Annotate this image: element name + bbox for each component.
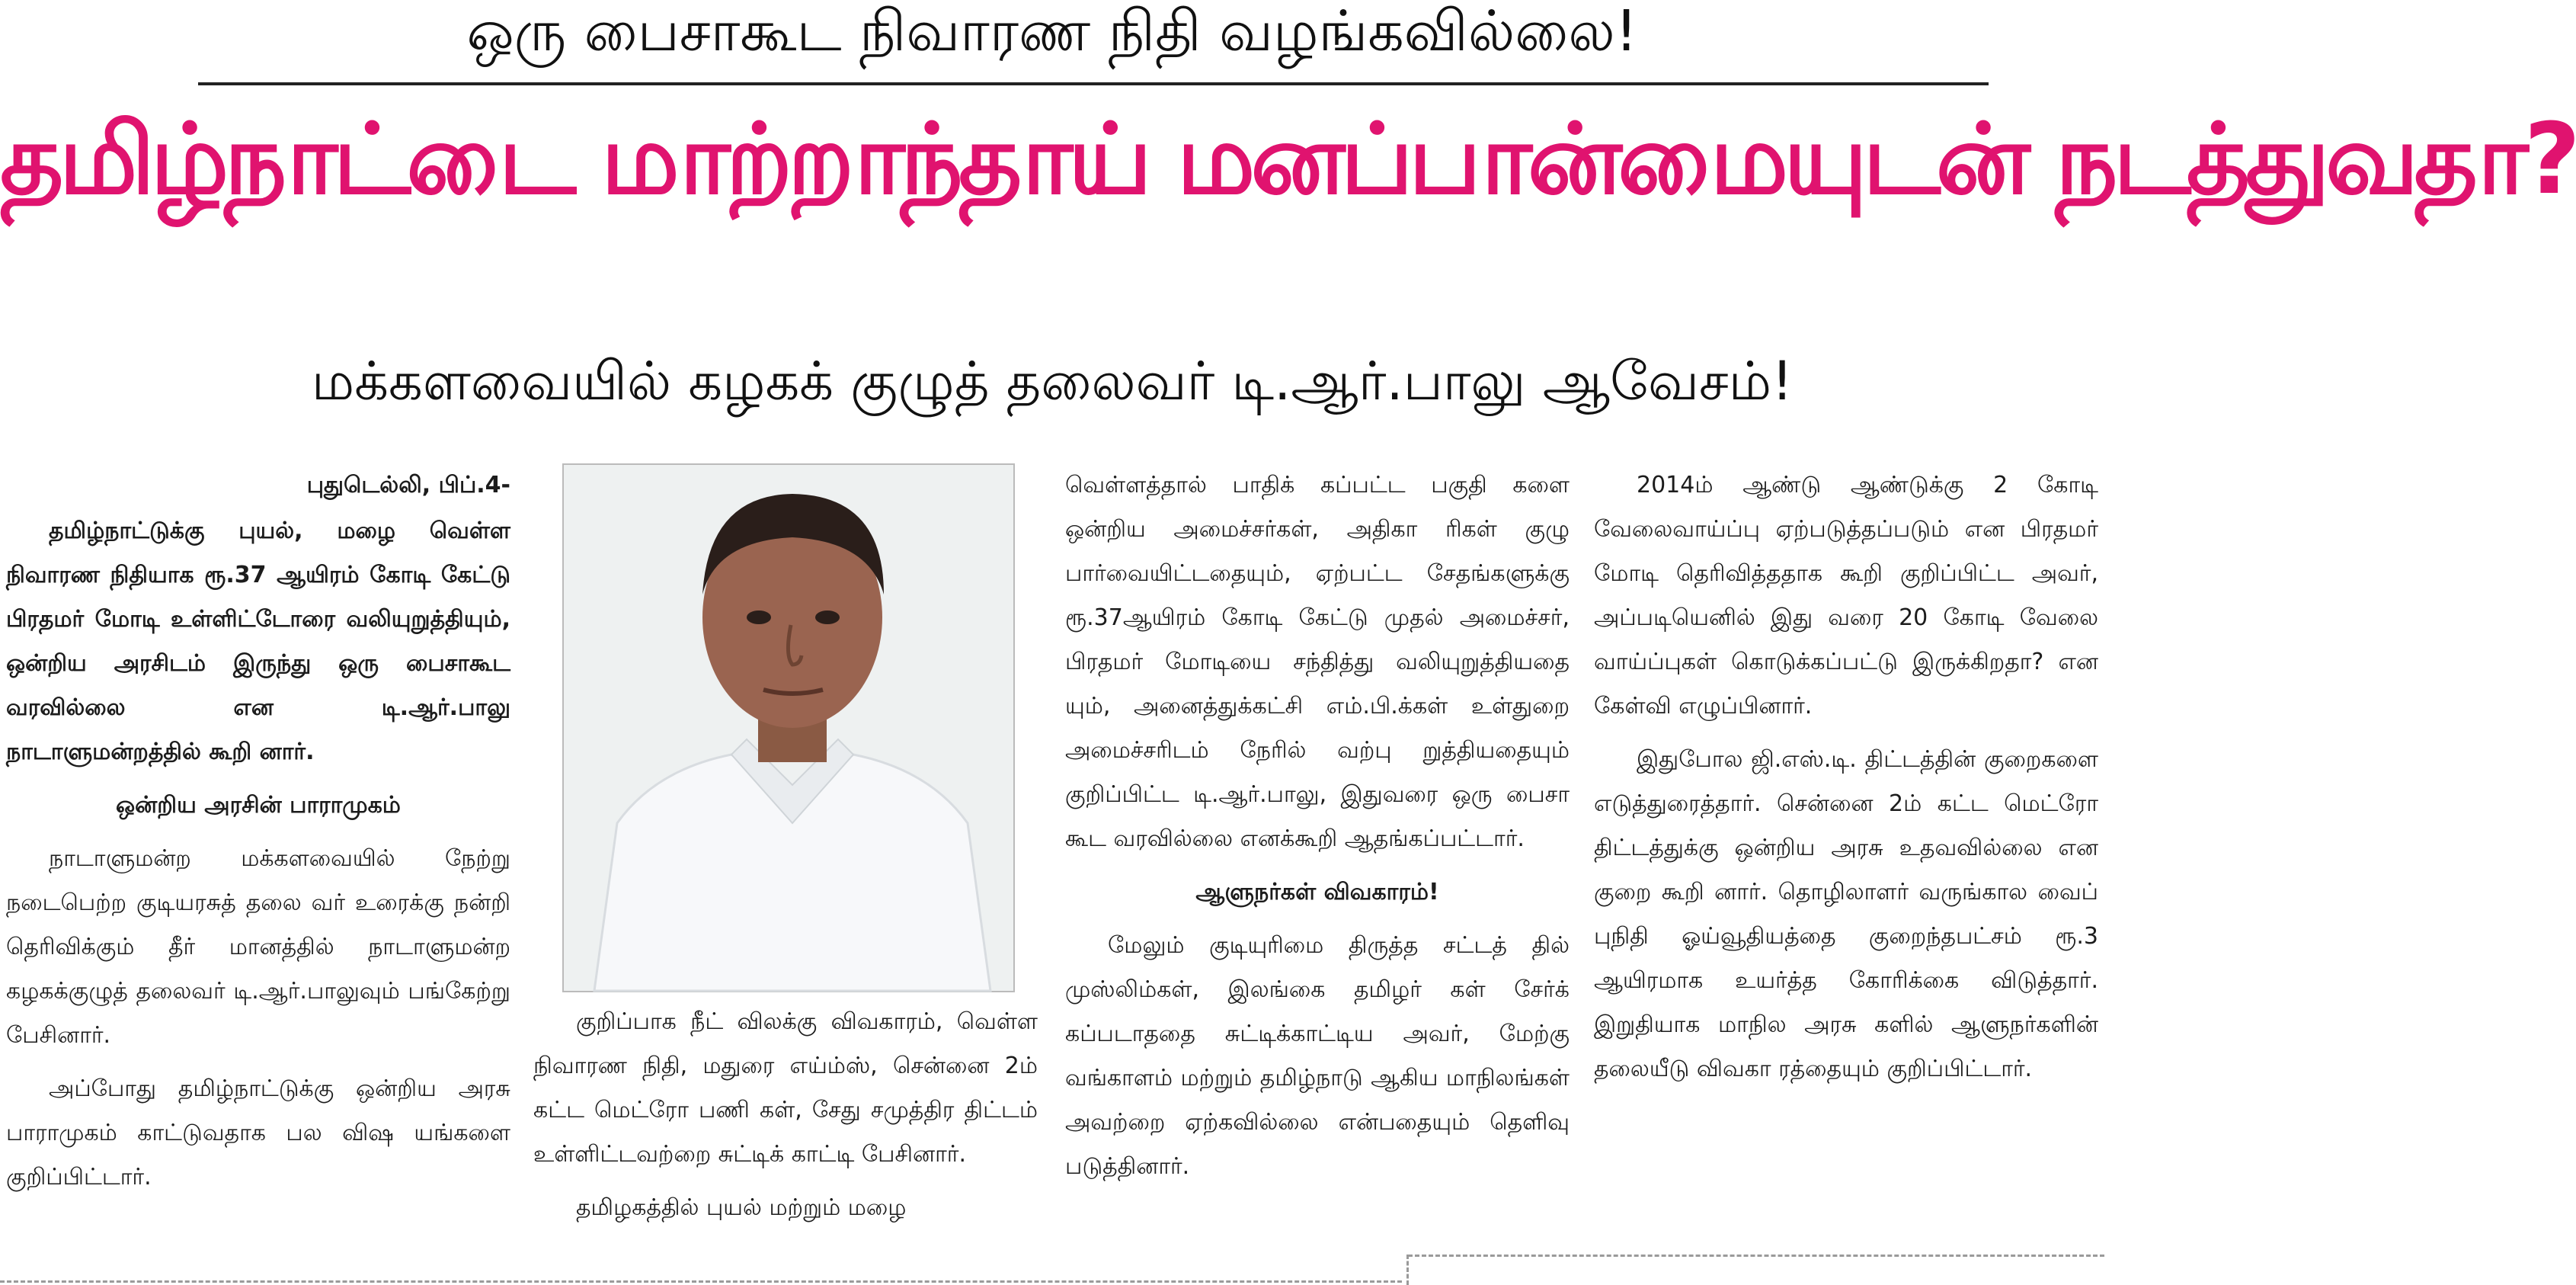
paragraph: இதுபோல ஜி.எஸ்.டி. திட்டத்தின் குறைகளை எடுத்துரைத்தார். சென்னை 2ம் கட்ட மெட்ரோ திட்டத்துக்கு ஒன்றிய அரசு உதவவில்லை என குறை கூறி னார். தொழிலாளர் வருங்கால வைப் புநிதி ஓய்வூதியத்தை குறைந்தபட்சம் ரூ.3 ஆயிரமாக உயர்த்த கோரிக்கை விடுத்தார். இறுதியாக மாநில அரசு களில் ஆளுநர்களின் தலையீடு விவகா ரத்தையும் குறிப்பிட்டார். (1594, 746, 2098, 1082)
paragraph: அப்போது தமிழ்நாட்டுக்கு ஒன்றிய அரசு பாராமுகம் காட்டுவதாக பல விஷ யங்களை குறிப்பிட்டார். (6, 1075, 510, 1190)
article-column-2 (533, 1000, 1038, 1239)
sub-headline: மக்களவையில் கழகக் குழுத் தலைவர் டி.ஆர்.பாலு ஆவேசம்! (311, 350, 1794, 412)
paragraph: வெள்ளத்தால் பாதிக் கப்பட்ட பகுதி களை ஒன்றிய அமைச்சர்கள், அதிகா ரிகள் குழு பார்வையிட்டதையும், ஏற்பட்ட சேதங்களுக்கு ரூ.37ஆயிரம் கோடி கேட்டு முதல் அமைச்சர், பிரதமர் மோடியை சந்தித்து வலியுறுத்தியதை யும், அனைத்துக்கட்சி எம்.பி.க்கள் உள்துறை அமைச்சரிடம் நேரில் வற்பு றுத்தியதையும் குறிப்பிட்ட டி.ஆர்.பாலு, இதுவரை ஒரு பைசா கூட வரவில்லை எனக்கூறி ஆதங்கப்பட்டார். (1065, 472, 1570, 852)
page-divider-dashed (0, 1280, 1402, 1283)
article-column-4 (1594, 463, 2098, 1101)
main-headline: தமிழ்நாட்டை மாற்றாந்தாய் மனப்பான்மையுடன் நடத்துவதா? (0, 103, 2576, 216)
paragraph: மேலும் குடியுரிமை திருத்த சட்டத் தில் முஸ்லிம்கள், இலங்கை தமிழர் கள் சேர்க் கப்படாததை சுட்டிக்காட்டிய அவர், மேற்கு வங்காளம் மற்றும் தமிழ்நாடு ஆகிய மாநிலங்கள் அவற்றை ஏற்கவில்லை என்பதையும் தெளிவு படுத்தினார். (1065, 932, 1570, 1180)
dateline: புதுடெல்லி, பிப்.4- (306, 472, 510, 498)
paragraph: தமிழகத்தில் புயல் மற்றும் மழை (576, 1194, 907, 1221)
section-subheading-1: ஒன்றிய அரசின் பாராமுகம் (116, 792, 401, 819)
box-divider-dashed (1408, 1255, 2104, 1257)
kicker-headline: ஒரு பைசாகூட நிவாரண நிதி வழங்கவில்லை! (466, 0, 1638, 64)
section-subheading-2: ஆளுநர்கள் விவகாரம்! (1195, 879, 1439, 905)
box-divider-vertical (1406, 1255, 1409, 1285)
portrait-photo (562, 463, 1015, 992)
paragraph: நாடாளுமன்ற மக்களவையில் நேற்று நடைபெற்ற குடியரசுத் தலை வர் உரைக்கு நன்றி தெரிவிக்கும் தீர் மானத்தில் நாடாளுமன்ற கழகக்குழுத் தலைவர் டி.ஆர்.பாலுவும் பங்கேற்று பேசினார். (6, 845, 510, 1049)
paragraph: குறிப்பாக நீட் விலக்கு விவகாரம், வெள்ள நிவாரண நிதி, மதுரை எய்ம்ஸ், சென்னை 2ம் கட்ட மெட்ரோ பணி கள், சேது சமுத்திர திட்டம் உள்ளிட்டவற்றை சுட்டிக் காட்டி பேசினார். (533, 1008, 1038, 1168)
article-column-3 (1065, 463, 1570, 1198)
headline-divider (198, 82, 1989, 85)
portrait-illustration (564, 465, 1013, 991)
paragraph: 2014ம் ஆண்டு ஆண்டுக்கு 2 கோடி வேலைவாய்ப்பு ஏற்படுத்தப்படும் என பிரதமர் மோடி தெரிவித்ததாக கூறி குறிப்பிட்ட அவர், அப்படியெனில் இது வரை 20 கோடி வேலை வாய்ப்புகள் கொடுக்கப்பட்டு இருக்கிறதா? என கேள்வி எழுப்பினார். (1594, 472, 2098, 719)
lead-paragraph: தமிழ்நாட்டுக்கு புயல், மழை வெள்ள நிவாரண நிதியாக ரூ.37 ஆயிரம் கோடி கேட்டு பிரதமர் மோடி உள்ளிட்டோரை வலியுறுத்தியும், ஒன்றிய அரசிடம் இருந்து ஒரு பைசாகூட வரவில்லை என டி.ஆர்.பாலு நாடாளுமன்றத்தில் கூறி னார். (6, 518, 510, 765)
article-column-1 (6, 463, 510, 1209)
